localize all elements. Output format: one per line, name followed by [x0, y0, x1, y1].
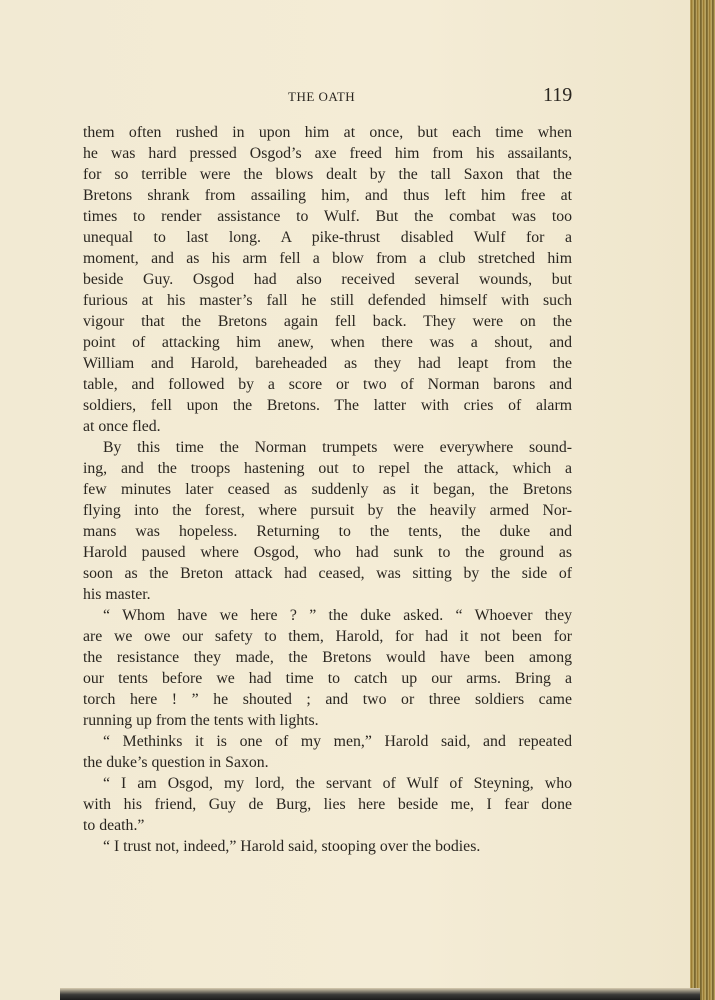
text-line: the duke’s question in Saxon.: [83, 754, 269, 771]
text-line: his master.: [83, 586, 151, 603]
body-text: [83, 122, 572, 857]
text-line: them often rushed in upon him at once, but each time when: [83, 124, 572, 141]
text-line: are we owe our safety to them, Harold, for had it not been for: [83, 628, 572, 645]
text-line: mans was hopeless. Returning to the tents, the duke and: [83, 523, 572, 540]
text-line: William and Harold, bareheaded as they had leapt from the: [83, 355, 572, 372]
text-line: soldiers, fell upon the Bretons. The latter with cries of alarm: [83, 397, 572, 414]
text-line: to death.”: [83, 817, 145, 834]
text-line: Bretons shrank from assailing him, and thus left him free at: [83, 187, 572, 204]
text-line: point of attacking him anew, when there was a shout, and: [83, 334, 572, 351]
text-line: table, and followed by a score or two of Norman barons and: [83, 376, 572, 393]
page-header: [0, 84, 690, 108]
text-line: flying into the forest, where pursuit by the heavily armed Nor-: [83, 502, 572, 519]
text-line: “ I trust not, indeed,” Harold said, stooping over the bodies.: [103, 838, 481, 855]
text-line: for so terrible were the blows dealt by the tall Saxon that the: [83, 166, 572, 183]
text-line: soon as the Breton attack had ceased, was sitting by the side of: [83, 565, 572, 582]
text-line: “ Whom have we here ? ” the duke asked. “ Whoever they: [103, 607, 572, 624]
text-line: By this time the Norman trumpets were everywhere sound-: [103, 439, 572, 456]
text-line: the resistance they made, the Bretons would have been among: [83, 649, 572, 666]
text-line: running up from the tents with lights.: [83, 712, 319, 729]
text-line: ing, and the troops hastening out to repel the attack, which a: [83, 460, 572, 477]
text-line: at once fled.: [83, 418, 161, 435]
text-line: unequal to last long. A pike-thrust disabled Wulf for a: [83, 229, 572, 246]
text-line: “ I am Osgod, my lord, the servant of Wulf of Steyning, who: [103, 775, 572, 792]
page-bottom-edge: [60, 988, 700, 1000]
text-line: few minutes later ceased as suddenly as it began, the Bretons: [83, 481, 572, 498]
text-line: “ Methinks it is one of my men,” Harold said, and repeated: [103, 733, 572, 750]
text-line: he was hard pressed Osgod’s axe freed him from his assailants,: [83, 145, 572, 162]
text-line: with his friend, Guy de Burg, lies here beside me, I fear done: [83, 796, 572, 813]
text-line: moment, and as his arm fell a blow from a club stretched him: [83, 250, 572, 267]
running-title: THE OATH: [288, 89, 356, 104]
text-line: times to render assistance to Wulf. But the combat was too: [83, 208, 572, 225]
text-line: torch here ! ” he shouted ; and two or three soldiers came: [83, 691, 572, 708]
text-line: beside Guy. Osgod had also received several wounds, but: [83, 271, 572, 288]
text-line: furious at his master’s fall he still defended himself with such: [83, 292, 572, 309]
text-line: Harold paused where Osgod, who had sunk to the ground as: [83, 544, 572, 561]
text-line: vigour that the Bretons again fell back. They were on the: [83, 313, 572, 330]
book-spine-edge: [690, 0, 715, 1000]
text-line: our tents before we had time to catch up our arms. Bring a: [83, 670, 572, 687]
page-number: 119: [543, 84, 573, 106]
